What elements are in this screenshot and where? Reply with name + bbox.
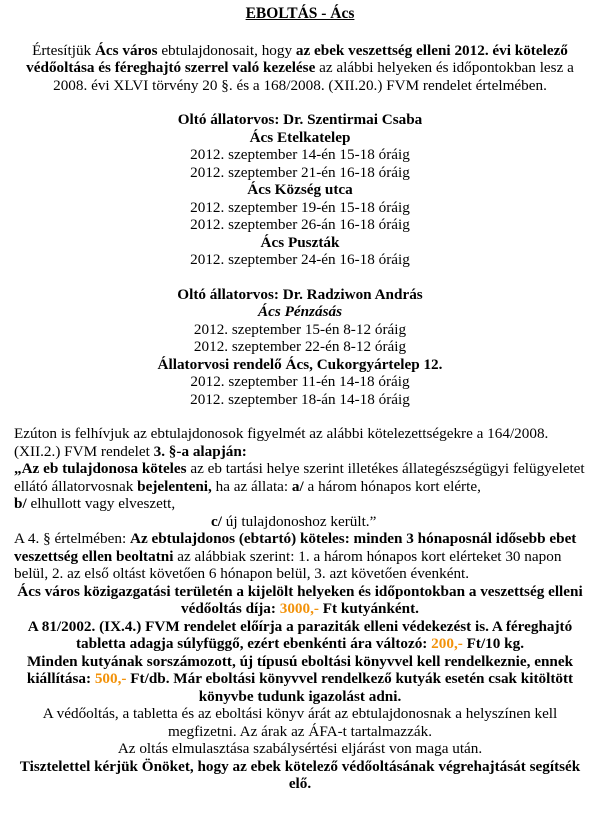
obligations-item-c: c/ új tulajdonoshoz került.” bbox=[211, 512, 377, 530]
intro-text-1: Értesítjük bbox=[32, 41, 95, 59]
vet2-section bbox=[14, 286, 586, 409]
penalty-paragraph: Az oltás elmulasztása szabálysértési eljárást von maga után. bbox=[117, 740, 483, 757]
intro-highlight: az ebek veszettség elleni 2012. évi kötelező védőoltása és féreghajtó szerrel való kezelése bbox=[26, 41, 568, 76]
location-name: Ács Puszták bbox=[260, 233, 340, 251]
intro-text-2: ebtulajdonosait, hogy bbox=[157, 41, 296, 59]
closing-paragraph: Tisztelettel kérjük Önöket, hogy az ebek kötelező védőoltásának végrehajtását segítsék elő. bbox=[19, 757, 581, 792]
obligations-intro: Ezúton is felhívjuk az ebtulajdonosok figyelmét az alábbi kötelezettségekre a 164/2008. (XII.2.) FVM rendelet 3. §-a alapján: bbox=[14, 425, 549, 460]
deworming-price: 200,- bbox=[431, 635, 463, 652]
intro-city: Ács város bbox=[94, 41, 158, 59]
obligations-quote: „Az eb tulajdonosa köteles az eb tartási helye szerint illetékes állategészségügyi felügyeletet ellátó állatorvosnak bejelenteni, ha az állata: a/ a három hónapos kort elérte, b/ elhullott vagy elveszett, bbox=[14, 460, 585, 512]
location-name: Állatorvosi rendelő Ács, Cukorgyártelep 12. bbox=[157, 355, 443, 373]
schedule-time: 2012. szeptember 14-én 15-18 óráig bbox=[190, 146, 410, 163]
vet1-heading: Oltó állatorvos: Dr. Szentirmai Csaba bbox=[177, 111, 423, 128]
vaccination-price: 3000,- bbox=[279, 600, 319, 617]
notice-page bbox=[0, 5, 600, 817]
vet1-section bbox=[14, 111, 586, 269]
schedule-time: 2012. szeptember 19-én 15-18 óráig bbox=[190, 198, 410, 216]
obligations-section bbox=[14, 425, 586, 583]
schedule-time: 2012. szeptember 15-én 8-12 óráig bbox=[193, 320, 407, 338]
schedule-time: 2012. szeptember 18-án 14-18 óráig bbox=[190, 390, 410, 408]
vet2-heading: Oltó állatorvos: Dr. Radziwon András bbox=[177, 285, 423, 303]
location-name: Ács Etelkatelep bbox=[249, 128, 351, 146]
schedule-time: 2012. szeptember 26-án 16-18 óráig bbox=[190, 216, 410, 233]
intro-text-3: az alábbi helyeken és időpontokban lesz a 2008. évi XLVI törvény 20 §. és a 168/2008. (XII.20.) FVM rendelet értelmében. bbox=[53, 59, 574, 94]
location-name: Ács Község utca bbox=[247, 181, 353, 198]
payment-paragraph: A védőoltás, a tabletta és az eboltási könyv árát az ebtulajdonosnak a helyszínen kell megfizetni. Az árak az ÁFA-t tartalmazzák. bbox=[42, 705, 558, 740]
schedule-time: 2012. szeptember 11-én 14-18 óráig bbox=[190, 373, 410, 390]
booklet-paragraph: Minden kutyának sorszámozott, új típusú eboltási könyvvel kell rendelkeznie, ennek kiállítása: 500,- Ft/db. Már eboltási könyvvel rendelkező kutyák esetén csak kitöltött könyvbe tudunk igazolást adni. bbox=[26, 652, 574, 705]
schedule-time: 2012. szeptember 21-én 16-18 óráig bbox=[190, 163, 410, 181]
schedule-time: 2012. szeptember 22-én 8-12 óráig bbox=[193, 338, 407, 355]
fee-paragraph: Ács város közigazgatási területén a kijelölt helyeken és időpontokban a veszettség elleni védőoltás díja: 3000,- Ft kutyánként. bbox=[17, 582, 583, 617]
deworming-paragraph: A 81/2002. (IX.4.) FVM rendelet előírja a paraziták elleni védekezést is. A féreghajtó tabletta adagja súlyfüggő, ezért ebenkénti ára változó: 200,- Ft/10 kg. bbox=[27, 617, 573, 652]
location-name: Ács Pénzásás bbox=[258, 303, 342, 320]
booklet-price: 500,- bbox=[94, 670, 127, 687]
intro-paragraph bbox=[14, 42, 586, 95]
schedule-time: 2012. szeptember 24-én 16-18 óráig bbox=[190, 251, 410, 268]
vaccination-rule: A 4. § értelmében: Az ebtulajdonos (ebtartó) köteles: minden 3 hónaposnál idősebb ebet veszettség ellen beoltatni az alábbiak szerint: 1. a három hónapos kort elérteket 30 napon belül, 2. az első oltást követően 6 hónapon belül, 3. azt követően évenként. bbox=[14, 530, 577, 582]
page-title: EBOLTÁS - Ács bbox=[245, 5, 355, 22]
